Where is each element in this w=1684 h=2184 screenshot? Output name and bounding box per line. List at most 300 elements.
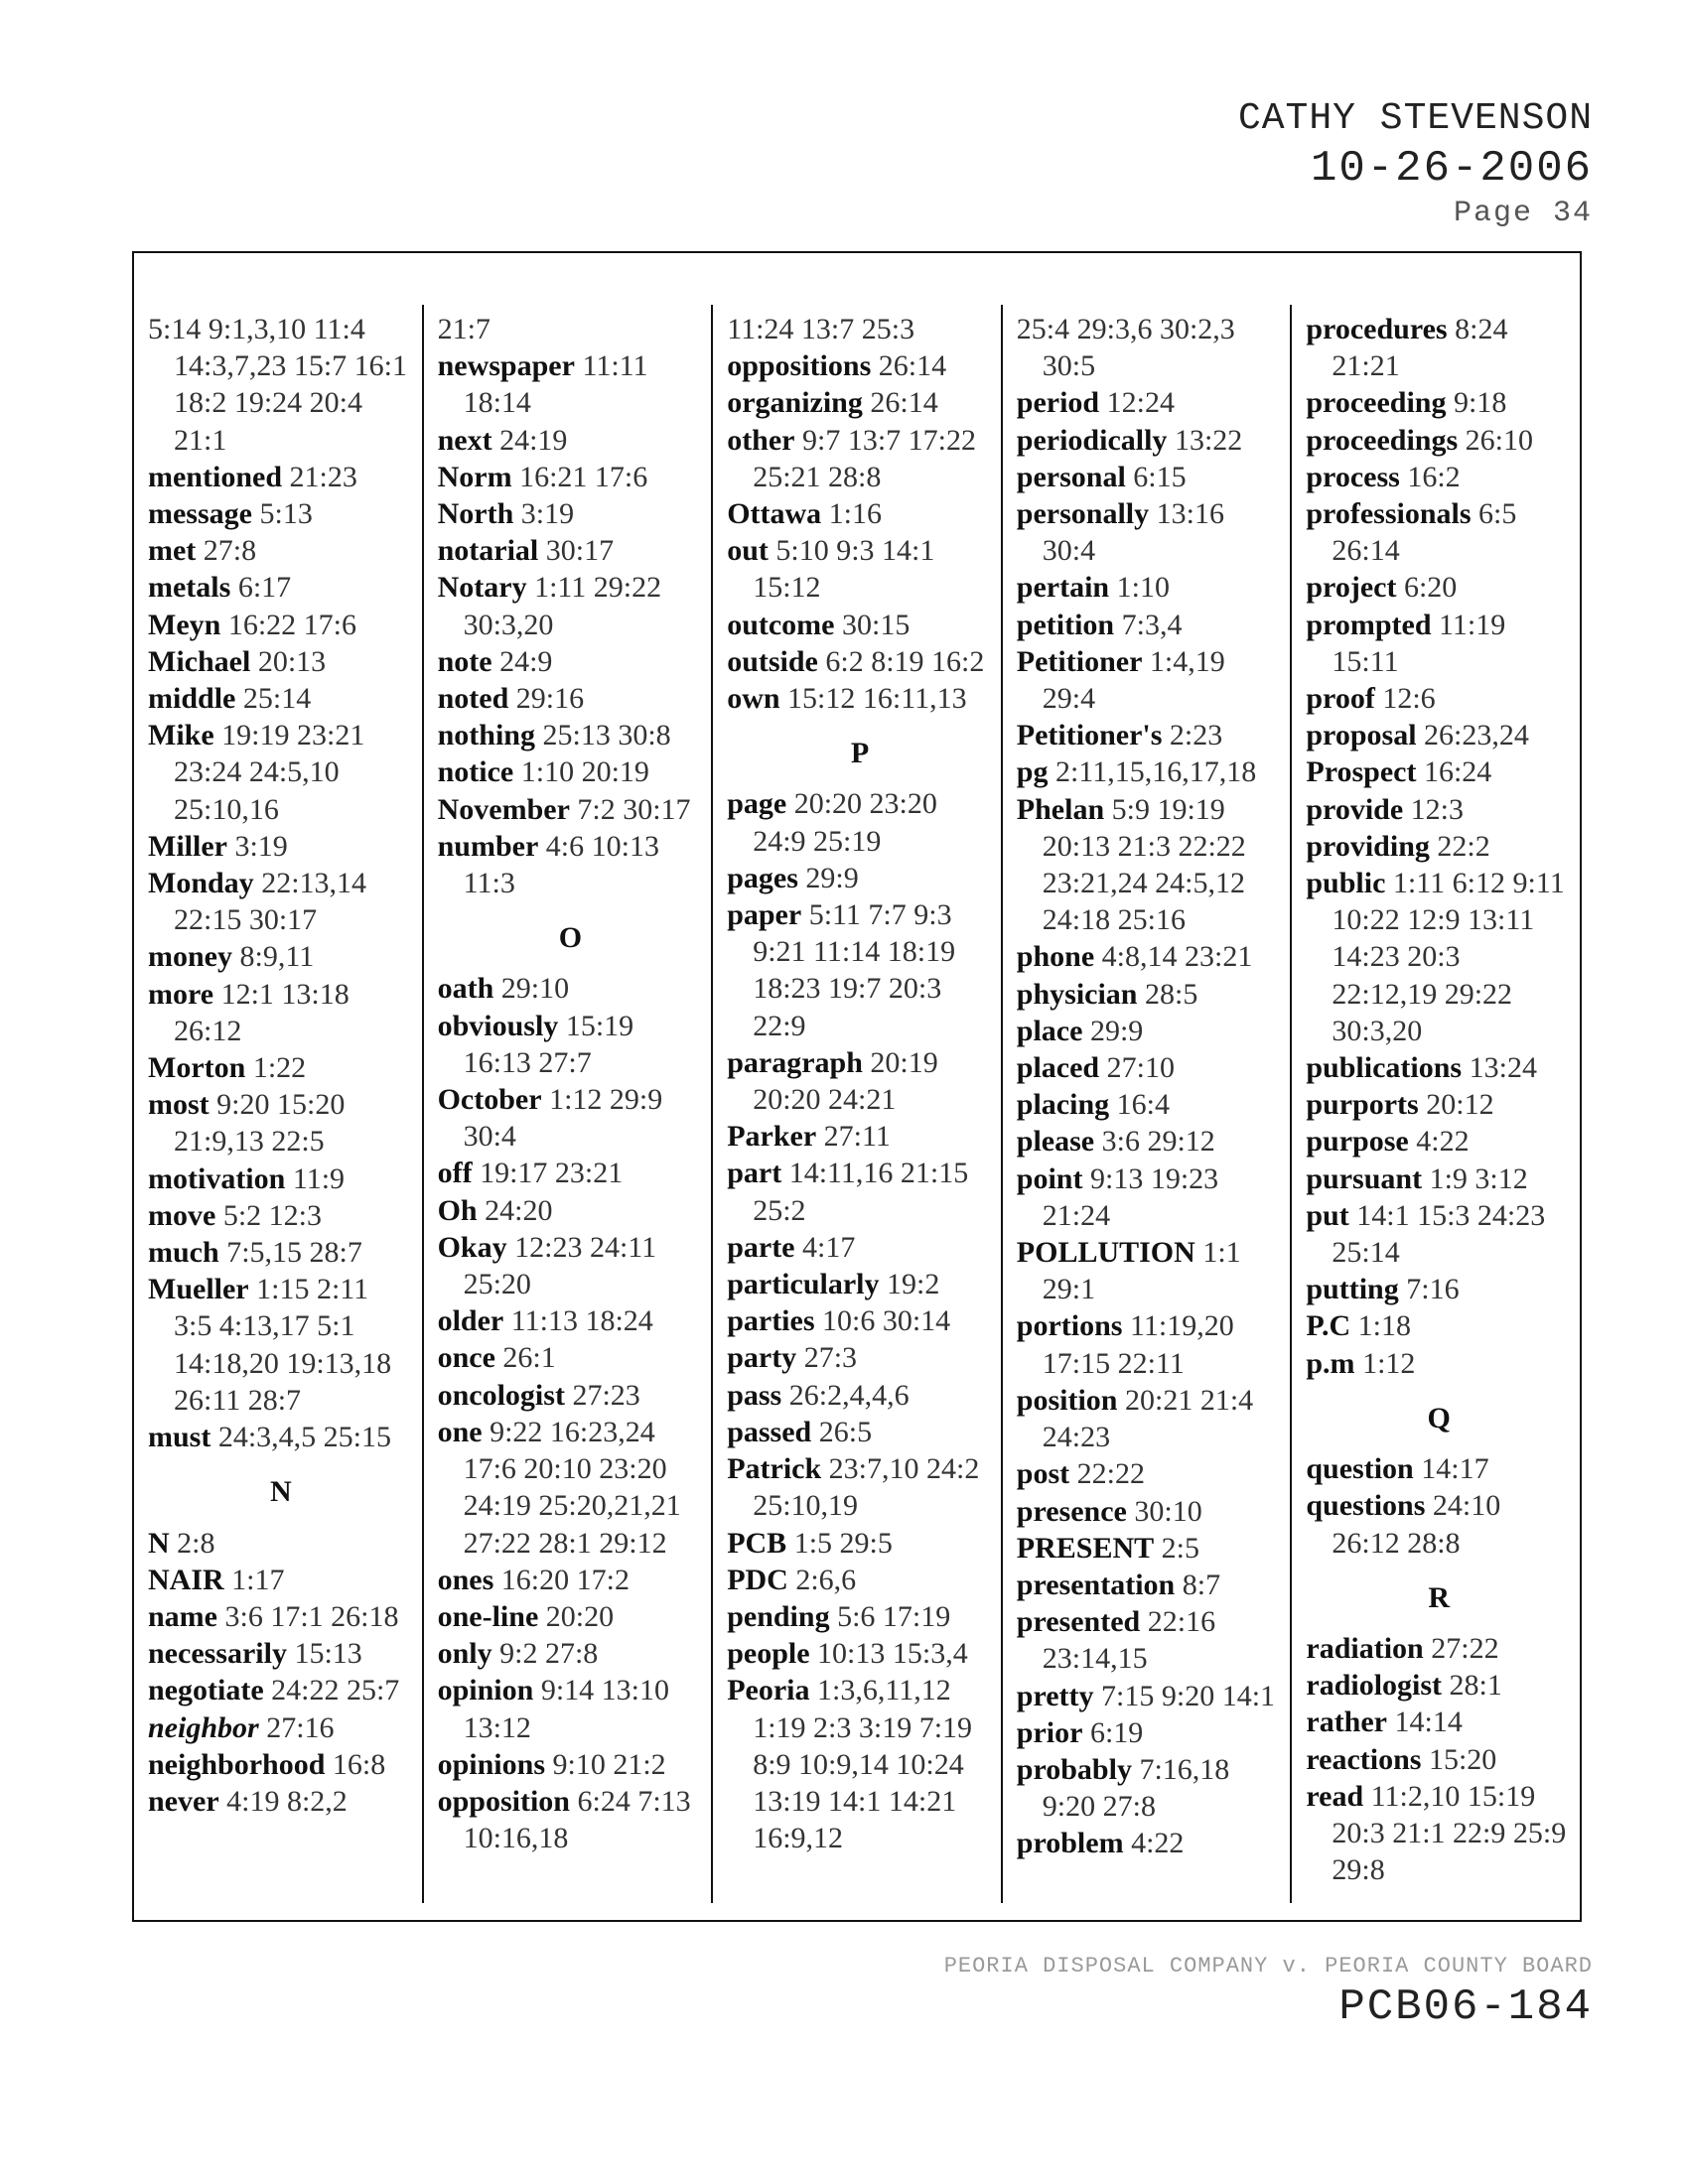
index-term: page [727, 787, 787, 821]
index-term: Michael [148, 644, 251, 678]
index-refs: 7:16,18 9:20 27:8 [1042, 1752, 1230, 1824]
index-entry [727, 1450, 993, 1524]
index-refs: 9:18 [1453, 386, 1507, 420]
index-term: notarial [437, 534, 539, 568]
index-term: problem [1016, 1827, 1124, 1860]
witness-name: CATHY STEVENSON [1237, 97, 1593, 140]
index-refs: 11:13 18:24 [510, 1304, 653, 1338]
index-term: PDC [727, 1563, 788, 1596]
page-footer [944, 1952, 1593, 2033]
index-refs: 8:7 [1182, 1568, 1221, 1601]
index-column [424, 305, 714, 1903]
index-refs: 4:22 [1416, 1125, 1470, 1159]
index-refs: 1:3,6,11,12 1:19 2:3 3:19 7:19 8:9 10:9,14 10:24 13:19 14:1 14:21 16:9,12 [753, 1674, 973, 1855]
index-entry [1017, 607, 1283, 643]
index-entry [727, 1672, 993, 1856]
index-term: Morton [148, 1051, 246, 1085]
index-refs: 29:10 [500, 972, 570, 1006]
index-entry [148, 495, 414, 532]
index-refs: 9:7 13:7 17:22 25:21 28:8 [753, 423, 977, 493]
index-term: own [727, 682, 780, 716]
index-term: proceedings [1306, 423, 1459, 457]
index-refs: 1:12 [1362, 1346, 1416, 1380]
index-term: opinions [437, 1747, 545, 1781]
index-term: prior [1016, 1715, 1083, 1749]
index-entry [438, 1598, 704, 1635]
index-refs: 5:13 [259, 497, 313, 531]
index-refs: 16:4 [1116, 1088, 1170, 1122]
index-refs: 23:7,10 24:2 25:10,19 [753, 1452, 980, 1523]
index-entry [438, 1155, 704, 1191]
index-term: post [1016, 1457, 1070, 1491]
index-entry [1017, 1678, 1283, 1714]
index-entry [1306, 1778, 1572, 1889]
index-refs: 29:9 [805, 861, 859, 894]
index-entry [1017, 569, 1283, 606]
index-entry [1306, 1086, 1572, 1123]
index-refs: 8:24 21:21 [1332, 313, 1508, 383]
index-term: Oh [437, 1193, 478, 1227]
index-term: PRESENT [1016, 1531, 1155, 1565]
index-refs: 1:16 [828, 497, 883, 531]
index-refs: 19:17 23:21 [480, 1157, 624, 1190]
index-refs: 24:9 [499, 644, 553, 678]
index-term: Mueller [148, 1273, 249, 1306]
index-refs: 27:22 [1431, 1631, 1499, 1665]
index-term: physician [1016, 977, 1138, 1011]
index-entry [148, 1525, 414, 1562]
index-entry [438, 459, 704, 495]
index-term: Parker [727, 1120, 817, 1154]
index-term: please [1016, 1125, 1095, 1159]
index-entry [438, 643, 704, 680]
index-entry [1306, 1197, 1572, 1271]
index-entry [1306, 717, 1572, 753]
index-refs: 3:19 [234, 829, 288, 863]
index-entry [438, 1672, 704, 1745]
index-refs: 15:20 [1428, 1742, 1497, 1776]
index-entry [148, 459, 414, 495]
index-refs: 11:19,20 17:15 22:11 [1042, 1309, 1234, 1380]
index-refs: 11:2,10 15:19 20:3 21:1 22:9 25:9 29:8 [1332, 1779, 1567, 1887]
index-refs: 24:22 25:7 [271, 1674, 400, 1707]
index-entry [727, 785, 993, 859]
index-refs: 12:1 13:18 26:12 [174, 977, 350, 1047]
index-entry [438, 495, 704, 532]
index-entry [1017, 1049, 1283, 1086]
index-term: one-line [437, 1599, 539, 1633]
index-entry [1306, 495, 1572, 569]
index-refs: 30:15 [841, 608, 911, 641]
index-entry [148, 680, 414, 717]
index-entry [148, 532, 414, 569]
index-entry [438, 1783, 704, 1856]
index-column [1003, 305, 1293, 1903]
index-entry [1017, 643, 1283, 717]
index-term: part [727, 1157, 782, 1190]
index-entry [148, 1419, 414, 1455]
index-entry [148, 976, 414, 1049]
index-term: obviously [437, 1009, 559, 1042]
index-entry [1017, 422, 1283, 459]
index-term: Meyn [148, 608, 221, 641]
index-term: pages [727, 861, 798, 894]
index-term: metals [148, 571, 231, 605]
index-refs: 9:2 27:8 [499, 1637, 599, 1671]
index-entry [438, 828, 704, 901]
index-term: people [727, 1637, 810, 1671]
index-entry [148, 311, 414, 459]
index-refs: 26:1 [502, 1341, 556, 1375]
index-term: oppositions [727, 349, 872, 383]
index-refs: 12:23 24:11 25:20 [463, 1230, 657, 1301]
index-refs: 26:23,24 [1424, 719, 1529, 752]
index-term: Patrick [727, 1452, 822, 1486]
index-refs: 12:6 [1382, 682, 1436, 716]
index-refs: 16:20 17:2 [500, 1563, 630, 1596]
index-refs: 1:9 3:12 [1429, 1161, 1528, 1195]
index-term: oncologist [437, 1378, 565, 1412]
index-refs: 29:9 [1089, 1014, 1144, 1047]
index-refs: 27:8 [203, 534, 257, 568]
index-refs: 24:10 26:12 28:8 [1332, 1489, 1501, 1560]
index-entry [1017, 1751, 1283, 1825]
index-term: personal [1016, 460, 1126, 493]
index-refs: 20:19 20:20 24:21 [753, 1045, 938, 1117]
index-term: questions [1306, 1489, 1426, 1523]
index-refs: 26:14 [870, 386, 938, 420]
index-term: paper [727, 898, 802, 932]
index-term: notice [437, 755, 514, 789]
index-entry [1017, 1234, 1283, 1307]
index-term: negotiate [148, 1674, 264, 1707]
index-refs: 1:4,19 29:4 [1042, 644, 1225, 716]
index-term: Norm [437, 460, 512, 493]
index-refs: 16:8 [332, 1747, 386, 1781]
index-entry [1017, 1013, 1283, 1049]
index-term: Ottawa [727, 497, 822, 531]
index-refs: 6:17 [237, 571, 292, 605]
index-term: Petitioner [1016, 644, 1143, 678]
index-refs: 6:20 [1403, 571, 1458, 605]
index-refs: 4:19 8:2,2 [226, 1784, 348, 1818]
index-refs: 11:11 18:14 [463, 349, 648, 420]
index-entry [438, 1746, 704, 1783]
index-refs: 29:16 [515, 682, 585, 716]
index-term: neighbor [148, 1710, 259, 1744]
index-term: paragraph [727, 1045, 863, 1079]
index-refs: 22:16 23:14,15 [1042, 1605, 1216, 1676]
index-term: message [148, 497, 252, 531]
index-entry [727, 607, 993, 643]
index-term: process [1306, 460, 1400, 493]
case-number: PCB06-184 [1338, 1982, 1593, 2032]
index-entry [438, 1229, 704, 1302]
index-refs: 1:10 [1116, 571, 1170, 605]
index-entry [1306, 1307, 1572, 1344]
index-entry [1017, 976, 1283, 1013]
index-refs: 1:15 2:11 3:5 4:13,17 5:1 14:18,20 19:13,18 26:11 28:7 [174, 1273, 392, 1417]
index-entry [148, 1197, 414, 1234]
index-term: most [148, 1088, 210, 1122]
index-refs: 24:19 [499, 423, 568, 457]
index-term: middle [148, 682, 236, 716]
index-term: portions [1016, 1309, 1123, 1343]
index-refs: 10:13 15:3,4 [817, 1637, 968, 1671]
index-entry [727, 1229, 993, 1266]
index-entry [148, 1234, 414, 1271]
index-refs: 9:20 15:20 21:9,13 22:5 [174, 1088, 346, 1159]
index-refs: 7:3,4 [1121, 608, 1183, 641]
index-entry [1017, 1567, 1283, 1603]
index-refs: 4:17 [802, 1230, 856, 1264]
index-entry [148, 1746, 414, 1783]
index-refs: 20:13 [257, 644, 327, 678]
index-refs: 13:24 [1469, 1051, 1537, 1085]
index-term: other [727, 423, 795, 457]
index-term: purports [1306, 1088, 1419, 1122]
index-refs: 1:10 20:19 [520, 755, 649, 789]
index-term: period [1016, 386, 1100, 420]
index-entry [148, 1160, 414, 1197]
index-refs: 1:1 29:1 [1042, 1236, 1241, 1306]
index-refs: 21:7 [437, 313, 491, 345]
index-refs: 26:5 [818, 1415, 873, 1448]
index-refs: 10:6 30:14 [822, 1304, 951, 1338]
index-entry [1306, 311, 1572, 384]
index-refs: 1:5 29:5 [793, 1526, 893, 1560]
index-term: pretty [1016, 1679, 1094, 1712]
index-refs: 6:2 8:19 16:2 [825, 644, 985, 678]
index-entry [1017, 1825, 1283, 1861]
index-refs: 3:19 [520, 497, 575, 531]
index-term: money [148, 940, 232, 974]
index-refs: 28:1 [1449, 1669, 1502, 1703]
index-refs: 16:24 [1423, 755, 1492, 789]
index-entry [438, 1302, 704, 1339]
index-entry [1306, 680, 1572, 717]
index-refs: 14:1 15:3 24:23 25:14 [1332, 1198, 1546, 1270]
index-entry [1306, 1160, 1572, 1197]
index-term: presentation [1016, 1568, 1176, 1601]
index-refs: 21:23 [289, 460, 357, 493]
index-term: note [437, 644, 492, 678]
index-entry [1017, 1603, 1283, 1677]
index-term: periodically [1016, 423, 1168, 457]
index-refs: 5:14 9:1,3,10 11:4 14:3,7,23 15:7 16:1 18:2 19:24 20:4 21:1 [148, 313, 408, 457]
index-refs: 27:11 [823, 1120, 891, 1154]
index-refs: 22:13,14 22:15 30:17 [174, 867, 367, 937]
index-entry [1306, 1487, 1572, 1561]
index-refs: 30:10 [1134, 1494, 1202, 1528]
index-entry [438, 717, 704, 753]
index-entry [1306, 459, 1572, 495]
section-letter: O [558, 921, 583, 955]
index-columns [134, 305, 1580, 1903]
index-entry [727, 532, 993, 606]
index-term: question [1306, 1452, 1414, 1486]
index-term: Prospect [1306, 755, 1417, 789]
index-entry [148, 607, 414, 643]
index-column [134, 305, 424, 1903]
index-entry [727, 495, 993, 532]
index-refs: 20:20 [545, 1599, 615, 1633]
index-term: Peoria [727, 1674, 810, 1707]
index-term: POLLUTION [1016, 1236, 1195, 1270]
index-term: N [148, 1526, 170, 1560]
index-entry [1306, 1630, 1572, 1667]
index-refs: 11:24 13:7 25:3 [727, 313, 915, 345]
index-term: pertain [1016, 571, 1110, 605]
index-entry [727, 1525, 993, 1562]
index-entry [438, 1339, 704, 1376]
index-entry [438, 970, 704, 1007]
index-entry [1017, 1160, 1283, 1234]
index-refs: 3:6 29:12 [1101, 1125, 1215, 1159]
index-entry [148, 865, 414, 938]
index-term: professionals [1306, 497, 1472, 531]
index-refs: 9:10 21:2 [552, 1747, 666, 1781]
index-entry [727, 311, 993, 347]
index-refs: 1:12 29:9 30:4 [463, 1083, 663, 1154]
index-entry [148, 1783, 414, 1820]
section-letter: Q [1427, 1401, 1451, 1434]
index-entry [1306, 753, 1572, 790]
index-entry [438, 569, 704, 642]
index-term: Monday [148, 867, 254, 900]
index-entry [727, 384, 993, 421]
index-term: Notary [437, 571, 527, 605]
index-refs: 22:22 [1076, 1457, 1145, 1491]
index-entry [1017, 495, 1283, 569]
index-entry [438, 1562, 704, 1598]
index-refs: 27:23 [572, 1378, 640, 1412]
index-refs: 1:11 29:22 30:3,20 [463, 571, 662, 641]
index-term: publications [1306, 1051, 1463, 1085]
index-entry [1017, 1086, 1283, 1123]
index-term: oath [437, 972, 494, 1006]
index-refs: 5:10 9:3 14:1 15:12 [753, 534, 935, 605]
index-entry [438, 1635, 704, 1672]
index-entry [1306, 1741, 1572, 1778]
index-entry [1017, 1714, 1283, 1751]
index-entry [438, 791, 704, 828]
index-term: PCB [727, 1526, 787, 1560]
index-term: pending [727, 1599, 830, 1633]
index-refs: 20:21 21:4 24:23 [1042, 1383, 1254, 1454]
deposition-date: 10-26-2006 [1310, 144, 1593, 194]
index-term: opposition [437, 1784, 570, 1818]
index-entry [727, 1414, 993, 1450]
index-term: rather [1306, 1706, 1387, 1739]
index-refs: 2:6,6 [795, 1563, 857, 1596]
index-refs: 16:22 17:6 [227, 608, 356, 641]
index-refs: 4:8,14 23:21 [1101, 940, 1253, 974]
index-refs: 1:22 [252, 1051, 307, 1085]
index-refs: 19:19 23:21 23:24 24:5,10 25:10,16 [174, 719, 365, 826]
index-entry [148, 569, 414, 606]
index-refs: 8:9,11 [239, 940, 315, 974]
index-term: parte [727, 1230, 795, 1264]
index-term: next [437, 423, 492, 457]
index-term: never [148, 1784, 219, 1818]
index-term: read [1306, 1779, 1364, 1813]
index-term: p.m [1306, 1346, 1355, 1380]
index-refs: 7:16 [1406, 1273, 1460, 1306]
index-entry [438, 1081, 704, 1155]
index-term: proceeding [1306, 386, 1447, 420]
index-term: presented [1016, 1605, 1141, 1639]
index-entry [727, 1377, 993, 1414]
index-entry [148, 1635, 414, 1672]
index-entry [1017, 384, 1283, 421]
index-entry [1017, 459, 1283, 495]
index-entry [1306, 607, 1572, 680]
index-entry [1306, 1345, 1572, 1382]
index-term: party [727, 1341, 797, 1375]
index-term: met [148, 534, 197, 568]
index-entry [727, 1339, 993, 1376]
index-entry [1017, 1307, 1283, 1381]
index-term: older [437, 1304, 504, 1338]
index-refs: 16:21 17:6 [519, 460, 648, 493]
index-refs: 11:9 [292, 1161, 346, 1195]
case-caption: PEORIA DISPOSAL COMPANY v. PEORIA COUNTY BOARD [943, 1954, 1593, 1979]
index-entry [1306, 791, 1572, 828]
index-term: proposal [1306, 719, 1417, 752]
index-term: procedures [1306, 313, 1448, 345]
index-refs: 27:3 [803, 1341, 858, 1375]
index-entry [1017, 717, 1283, 753]
index-term: once [437, 1341, 495, 1375]
index-term: point [1016, 1161, 1083, 1195]
index-frame [132, 251, 1582, 1922]
index-refs: 16:2 [1407, 460, 1461, 493]
index-entry [438, 753, 704, 790]
index-refs: 26:10 [1465, 423, 1534, 457]
index-refs: 15:13 [294, 1637, 362, 1671]
index-term: off [437, 1157, 473, 1190]
index-term: newspaper [437, 349, 575, 383]
index-refs: 1:17 [231, 1563, 285, 1596]
index-refs: 20:12 [1426, 1088, 1494, 1122]
index-refs: 24:3,4,5 25:15 [217, 1421, 392, 1454]
index-entry [148, 643, 414, 680]
index-term: must [148, 1421, 211, 1454]
index-entry [1306, 422, 1572, 459]
index-refs: 3:6 17:1 26:18 [224, 1599, 399, 1633]
index-entry [727, 1635, 993, 1672]
index-term: number [437, 829, 539, 863]
index-term: pg [1016, 755, 1049, 789]
index-term: placed [1016, 1051, 1100, 1085]
page-header [1238, 95, 1593, 232]
index-entry [727, 680, 993, 717]
index-entry [148, 1598, 414, 1635]
index-entry [438, 1414, 704, 1562]
index-refs: 6:5 26:14 [1332, 497, 1517, 568]
index-term: November [437, 792, 570, 826]
index-refs: 6:19 [1089, 1715, 1144, 1749]
index-term: reactions [1306, 1742, 1422, 1776]
index-term: position [1016, 1383, 1118, 1417]
index-entry [727, 860, 993, 896]
index-term: Petitioner's [1016, 719, 1163, 752]
section-letter: N [269, 1475, 292, 1509]
index-entry [727, 1562, 993, 1598]
index-refs: 5:6 17:19 [837, 1599, 951, 1633]
index-term: proof [1306, 682, 1375, 716]
